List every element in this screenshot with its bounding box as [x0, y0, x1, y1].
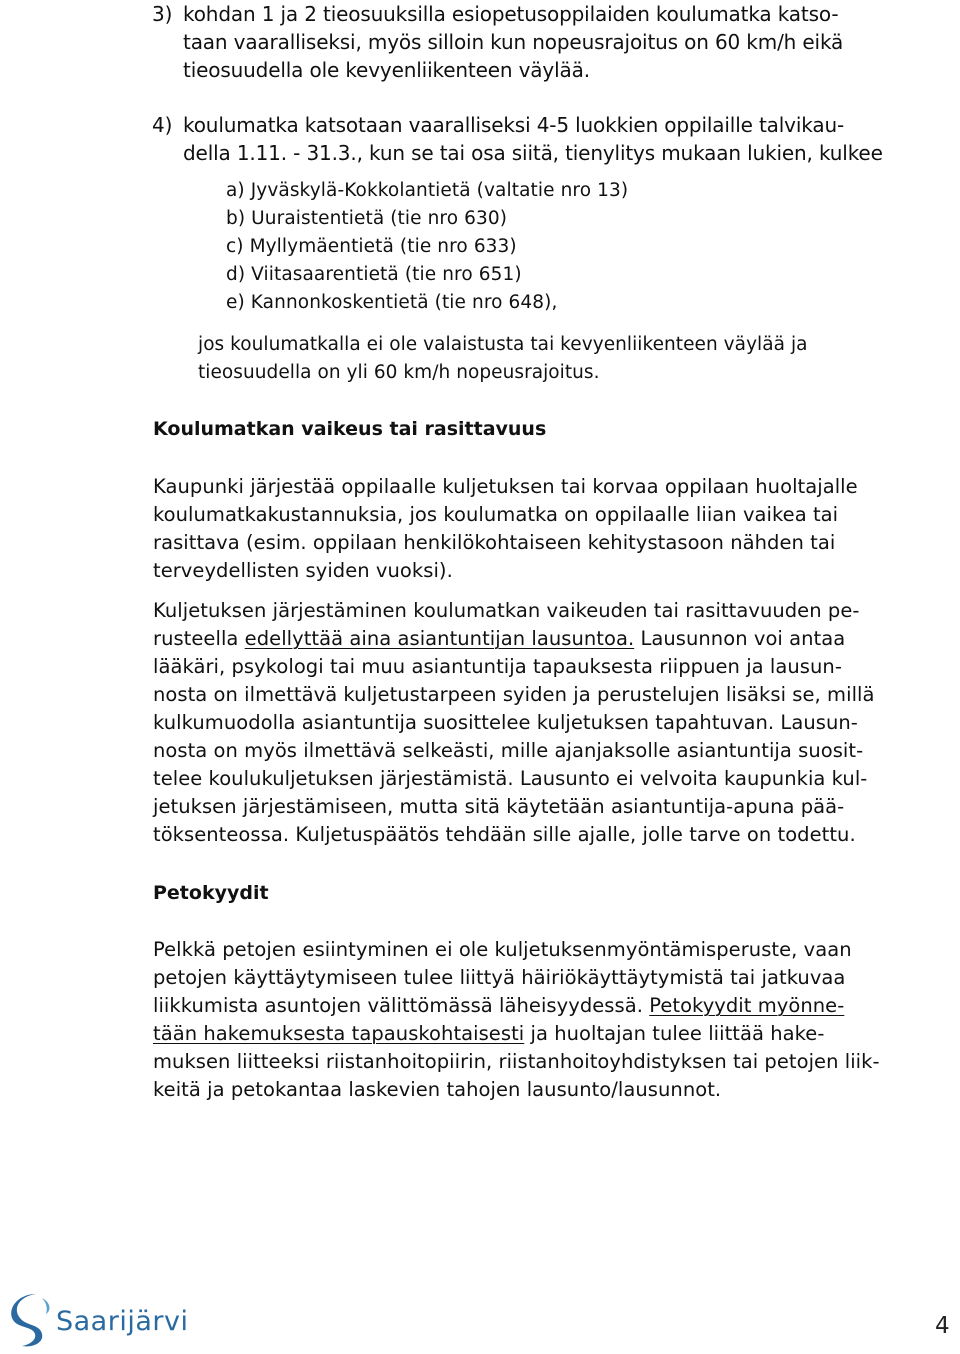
paragraph-line: [153, 994, 844, 1017]
paragraph-line: muksen liitteeksi riistanhoitopiirin, riistanhoitoyhdistyksen tai petojen liik-: [153, 1050, 880, 1073]
item-3-line-1: kohdan 1 ja 2 tieosuuksilla esiopetusoppilaiden koulumatka katso-: [183, 2, 839, 26]
road-item-e: e) Kannonkoskentietä (tie nro 648),: [226, 292, 558, 313]
text-span: Lausunnon voi antaa: [634, 627, 846, 650]
text-span: rusteella: [153, 627, 245, 650]
paragraph-line: telee koulukuljetuksen järjestämistä. Lausunto ei velvoita kaupunkia kul-: [153, 767, 868, 790]
road-item-d: d) Viitasaarentietä (tie nro 651): [226, 264, 522, 285]
paragraph-line: jetuksen järjestämiseen, mutta sitä käytetään asiantuntija-apuna pää-: [153, 795, 845, 818]
paragraph-line: lääkäri, psykologi tai muu asiantuntija tapauksesta riippuen ja lausun-: [153, 655, 842, 678]
section-heading-difficulty: Koulumatkan vaikeus tai rasittavuus: [153, 418, 547, 440]
item-4-line-1: koulumatka katsotaan vaaralliseksi 4-5 luokkien oppilaille talvikau-: [183, 113, 845, 137]
paragraph-line: Kaupunki järjestää oppilaalle kuljetuksen tai korvaa oppilaan huoltajalle: [153, 475, 858, 498]
logo-swirl-icon: [6, 1288, 56, 1350]
paragraph-line: petojen käyttäytymiseen tulee liittyä häiriökäyttäytymistä tai jatkuvaa: [153, 966, 846, 989]
underlined-text: edellyttää aina asiantuntijan lausuntoa.: [244, 627, 635, 650]
paragraph-line: [153, 1022, 824, 1045]
paragraph-line: kulkumuodolla asiantuntija suosittelee kuljetuksen tapahtuvan. Lausun-: [153, 711, 858, 734]
section-heading-petokyydit: Petokyydit: [153, 882, 269, 904]
logo-wordmark: Saarijärvi: [56, 1306, 189, 1337]
underlined-text: Petokyydit myönne-: [649, 994, 845, 1017]
paragraph-line: koulumatkakustannuksia, jos koulumatka on oppilaalle liian vaikea tai: [153, 503, 839, 526]
item-3-label: 3): [152, 2, 173, 26]
item-4-label: 4): [152, 113, 173, 137]
paragraph-line: nosta on ilmettävä kuljetustarpeen syiden ja perustelujen lisäksi se, millä: [153, 683, 875, 706]
text-span: ja huoltajan tulee liittää hake-: [524, 1022, 825, 1045]
road-item-b: b) Uuraistentietä (tie nro 630): [226, 208, 508, 229]
page-number: 4: [935, 1313, 950, 1339]
road-item-c: c) Myllymäentietä (tie nro 633): [226, 236, 517, 257]
paragraph-line: [153, 627, 845, 650]
paragraph-line: rasittava (esim. oppilaan henkilökohtaiseen kehitystasoon nähden tai: [153, 531, 836, 554]
underlined-text: tään hakemuksesta tapauskohtaisesti: [153, 1022, 525, 1045]
item-4-line-2: della 1.11. - 31.3., kun se tai osa siitä, tienylitys mukaan lukien, kulkee: [183, 141, 883, 165]
paragraph-line: Pelkkä petojen esiintyminen ei ole kuljetuksenmyöntämisperuste, vaan: [153, 938, 852, 961]
text-span: liikkumista asuntojen välittömässä läheisyydessä.: [153, 994, 650, 1017]
condition-line-2: tieosuudella on yli 60 km/h nopeusrajoitus.: [198, 362, 600, 383]
paragraph-line: keitä ja petokantaa laskevien tahojen lausunto/lausunnot.: [153, 1078, 722, 1101]
paragraph-line: Kuljetuksen järjestäminen koulumatkan vaikeuden tai rasittavuuden pe-: [153, 599, 860, 622]
paragraph-line: terveydellisten syiden vuoksi).: [153, 559, 453, 582]
paragraph-line: nosta on myös ilmettävä selkeästi, mille ajanjaksolle asiantuntija suosit-: [153, 739, 864, 762]
road-item-a: a) Jyväskylä-Kokkolantietä (valtatie nro 13): [226, 180, 629, 201]
condition-line-1: jos koulumatkalla ei ole valaistusta tai kevyenliikenteen väylää ja: [198, 334, 808, 355]
item-3-line-3: tieosuudella ole kevyenliikenteen väylää.: [183, 58, 590, 82]
paragraph-line: töksenteossa. Kuljetuspäätös tehdään sille ajalle, jolle tarve on todettu.: [153, 823, 856, 846]
item-3-line-2: taan vaaralliseksi, myös silloin kun nopeusrajoitus on 60 km/h eikä: [183, 30, 844, 54]
